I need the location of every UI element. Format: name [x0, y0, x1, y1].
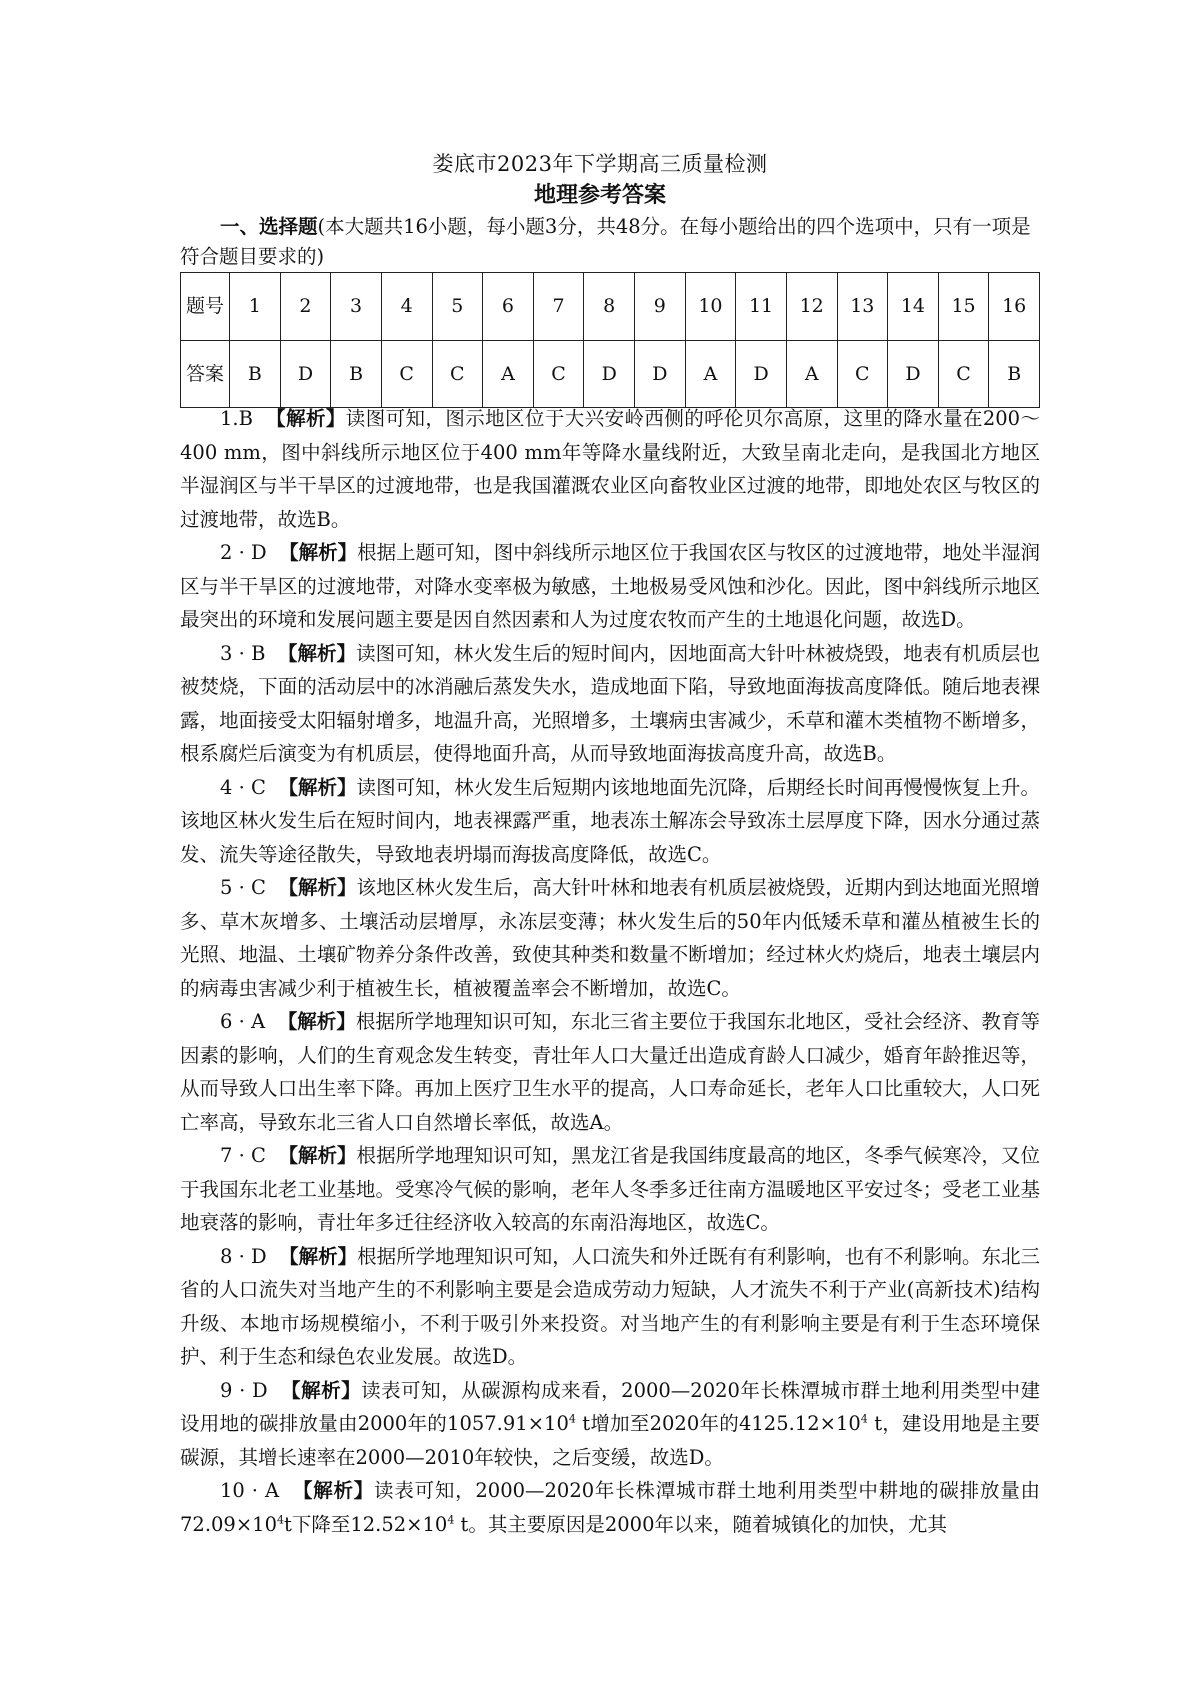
- question-number-cell: 5: [432, 273, 483, 341]
- item-text: 根据所学地理知识可知，黑龙江省是我国纬度最高的地区，冬季气候寒冷，又位于我国东北老工业基地。受寒冷气候的影响，老年人冬季多迁往南方温暖地区平安过冬；受老工业基地衰落的影响，青壮年多迁往经济收入较高的东南沿海地区，故选C。: [180, 1144, 1040, 1234]
- answer-cell: C: [381, 340, 432, 408]
- answer-cell: A: [483, 340, 534, 408]
- answer-cell: C: [837, 340, 888, 408]
- question-number-cell: 13: [837, 273, 888, 341]
- row-label-answer: 答案: [181, 340, 230, 408]
- item-number: 8 · D: [220, 1244, 267, 1268]
- item-text: t。其主要原因是2000年以来，随着城镇化的加快，尤其: [454, 1512, 947, 1536]
- answer-cell: D: [584, 340, 635, 408]
- item-text: 读表可知，从碳源构成来看，2000—2020年长株潭城市群土地利用类型中建设用地的碳排放量由2000年的1057.91×10: [180, 1378, 1040, 1435]
- exponent: 4: [568, 1412, 576, 1426]
- question-number-cell: 9: [635, 273, 686, 341]
- answer-cell: D: [888, 340, 939, 408]
- answer-cell: C: [533, 340, 584, 408]
- question-number-cell: 14: [888, 273, 939, 341]
- explanation-item-1: [180, 402, 1040, 536]
- explanation-item-2: [180, 536, 1040, 637]
- row-label-question-number: 题号: [181, 273, 230, 341]
- answer-cell: D: [280, 340, 331, 408]
- exponent: 4: [860, 1412, 868, 1426]
- item-number: 9 · D: [220, 1378, 268, 1402]
- explanation-list: [180, 402, 1040, 1541]
- explanation-item-5: [180, 871, 1040, 1005]
- item-number: 6 · A: [220, 1010, 266, 1033]
- item-tag: 【解析】: [292, 1479, 375, 1502]
- item-tag: 【解析】: [278, 876, 357, 899]
- explanation-item-3: [180, 637, 1040, 771]
- item-number: 5 · C: [220, 876, 266, 899]
- item-text: 读图可知，图示地区位于大兴安岭西侧的呼伦贝尔高原，这里的降水量在200～400 mm，图中斜线所示地区位于400 mm年等降水量线附近，大致呈南北走向，是我国北方地区半湿润区与半干旱区的过渡地带，也是我国灌溉农业区向畜牧业区过渡的地带，即地处农区与牧区的过渡地带，故选B。: [180, 407, 1040, 531]
- item-tag: 【解析】: [278, 775, 357, 799]
- item-text: 该地区林火发生后，高大针叶林和地表有机质层被烧毁，近期内到达地面光照增多、草木灰增多、土壤活动层增厚，永冻层变薄；林火发生后的50年内低矮禾草和灌丛植被生长的光照、地温、土壤矿物养分条件改善，致使其种类和数量不断增加；经过林火灼烧后，地表土壤层内的病毒虫害减少利于植被生长，植被覆盖率会不断增加，故选C。: [180, 876, 1040, 1000]
- item-tag: 【解析】: [281, 1378, 362, 1402]
- question-number-cell: 15: [938, 273, 989, 341]
- item-number: 3 · B: [220, 641, 266, 665]
- explanation-item-4: [180, 771, 1040, 872]
- item-text: 根据上题可知，图中斜线所示地区位于我国农区与牧区的过渡地带，地处半湿润区与半干旱区的过渡地带，对降水变率极为敏感，土地极易受风蚀和沙化。因此，图中斜线所示地区最突出的环境和发展问题主要是因自然因素和人为过度农牧而产生的土地退化问题，故选D。: [180, 541, 1040, 631]
- item-text: t下降至12.52×10: [283, 1512, 448, 1536]
- item-text: t增加至2020年的4125.12×10: [575, 1412, 861, 1435]
- section-heading: [180, 212, 1040, 272]
- answer-cell: A: [786, 340, 837, 408]
- question-number-cell: 4: [381, 273, 432, 341]
- item-number: 10 · A: [220, 1479, 280, 1502]
- item-tag: 【解析】: [279, 541, 358, 564]
- exponent: 4: [447, 1513, 455, 1526]
- question-number-cell: 1: [230, 273, 281, 341]
- item-text: 读表可知，2000—2020年长株潭城市群土地利用类型中耕地的碳排放量由72.09×10: [180, 1479, 1040, 1536]
- question-number-cell: 10: [685, 273, 736, 341]
- section-note: (本大题共16小题，每小题3分，共48分。在每小题给出的四个选项中，只有一项是符合题目要求的): [180, 215, 1031, 268]
- item-tag: 【解析】: [266, 407, 346, 430]
- question-number-cell: 8: [584, 273, 635, 341]
- item-text: 读图可知，林火发生后短期内该地地面先沉降，后期经长时间再慢慢恢复上升。该地区林火发生后在短时间内，地表裸露严重，地表冻土解冻会导致冻土层厚度下降，因水分通过蒸发、流失等途径散失，导致地表坍塌而海拔高度降低，故选C。: [180, 775, 1040, 866]
- item-tag: 【解析】: [277, 1010, 356, 1033]
- answer-cell: C: [432, 340, 483, 408]
- answer-cell: D: [736, 340, 787, 408]
- answer-cell: B: [989, 340, 1040, 408]
- section-label: 一、选择题: [220, 215, 318, 238]
- question-number-cell: 3: [331, 273, 382, 341]
- exponent: 4: [276, 1513, 284, 1526]
- question-number-cell: 2: [280, 273, 331, 341]
- explanation-item-7: [180, 1139, 1040, 1240]
- explanation-item-8: [180, 1240, 1040, 1374]
- answer-cell: D: [635, 340, 686, 408]
- item-text: t，建设用地是主要碳源，其增长速率在2000—2010年较快，之后变缓，故选D。: [180, 1412, 1040, 1469]
- item-number: 2 · D: [220, 541, 267, 564]
- explanation-item-10: [180, 1474, 1040, 1541]
- answer-row: [181, 340, 1040, 408]
- item-tag: 【解析】: [278, 1144, 357, 1167]
- question-number-cell: 7: [533, 273, 584, 341]
- explanation-item-9: [180, 1374, 1040, 1475]
- item-text: 根据所学地理知识可知，东北三省主要位于我国东北地区，受社会经济、教育等因素的影响，人们的生育观念发生转变，青壮年人口大量迁出造成育龄人口减少，婚育年龄推迟等，从而导致人口出生率下降。再加上医疗卫生水平的提高，人口寿命延长，老年人口比重较大，人口死亡率高，导致东北三省人口自然增长率低，故选A。: [180, 1010, 1040, 1134]
- item-text: 读图可知，林火发生后的短时间内，因地面高大针叶林被烧毁，地表有机质层也被焚烧，下面的活动层中的冰消融后蒸发失水，造成地面下陷，导致地面海拔高度降低。随后地表裸露，地面接受太阳辐射增多，地温升高，光照增多，土壤病虫害减少，禾草和灌木类植物不断增多，根系腐烂后演变为有机质层，使得地面升高，从而导致地面海拔高度升高，故选B。: [180, 641, 1040, 765]
- question-number-cell: 12: [786, 273, 837, 341]
- item-number: 7 · C: [220, 1144, 266, 1167]
- item-tag: 【解析】: [279, 1244, 358, 1268]
- item-text: 根据所学地理知识可知，人口流失和外迁既有有利影响，也有不利影响。东北三省的人口流失对当地产生的不利影响主要是会造成劳动力短缺，人才流失不利于产业(高新技术)结构升级、本地市场规模缩小，不利于吸引外来投资。对当地产生的有利影响主要是有利于生态环境保护、利于生态和绿色农业发展。故选D。: [180, 1244, 1040, 1368]
- explanation-item-6: [180, 1005, 1040, 1139]
- answer-table: [180, 272, 1040, 408]
- answer-cell: A: [685, 340, 736, 408]
- question-number-cell: 16: [989, 273, 1040, 341]
- document-title: 娄底市2023年下学期高三质量检测: [432, 152, 768, 176]
- question-number-cell: 6: [483, 273, 534, 341]
- question-number-cell: 11: [736, 273, 787, 341]
- item-number: 4 · C: [220, 775, 266, 799]
- answer-cell: B: [331, 340, 382, 408]
- question-number-row: [181, 273, 1040, 341]
- answer-cell: C: [938, 340, 989, 408]
- answer-cell: B: [230, 340, 281, 408]
- item-tag: 【解析】: [277, 641, 357, 665]
- item-number: 1.B: [220, 407, 253, 430]
- document-subtitle: 地理参考答案: [533, 182, 666, 208]
